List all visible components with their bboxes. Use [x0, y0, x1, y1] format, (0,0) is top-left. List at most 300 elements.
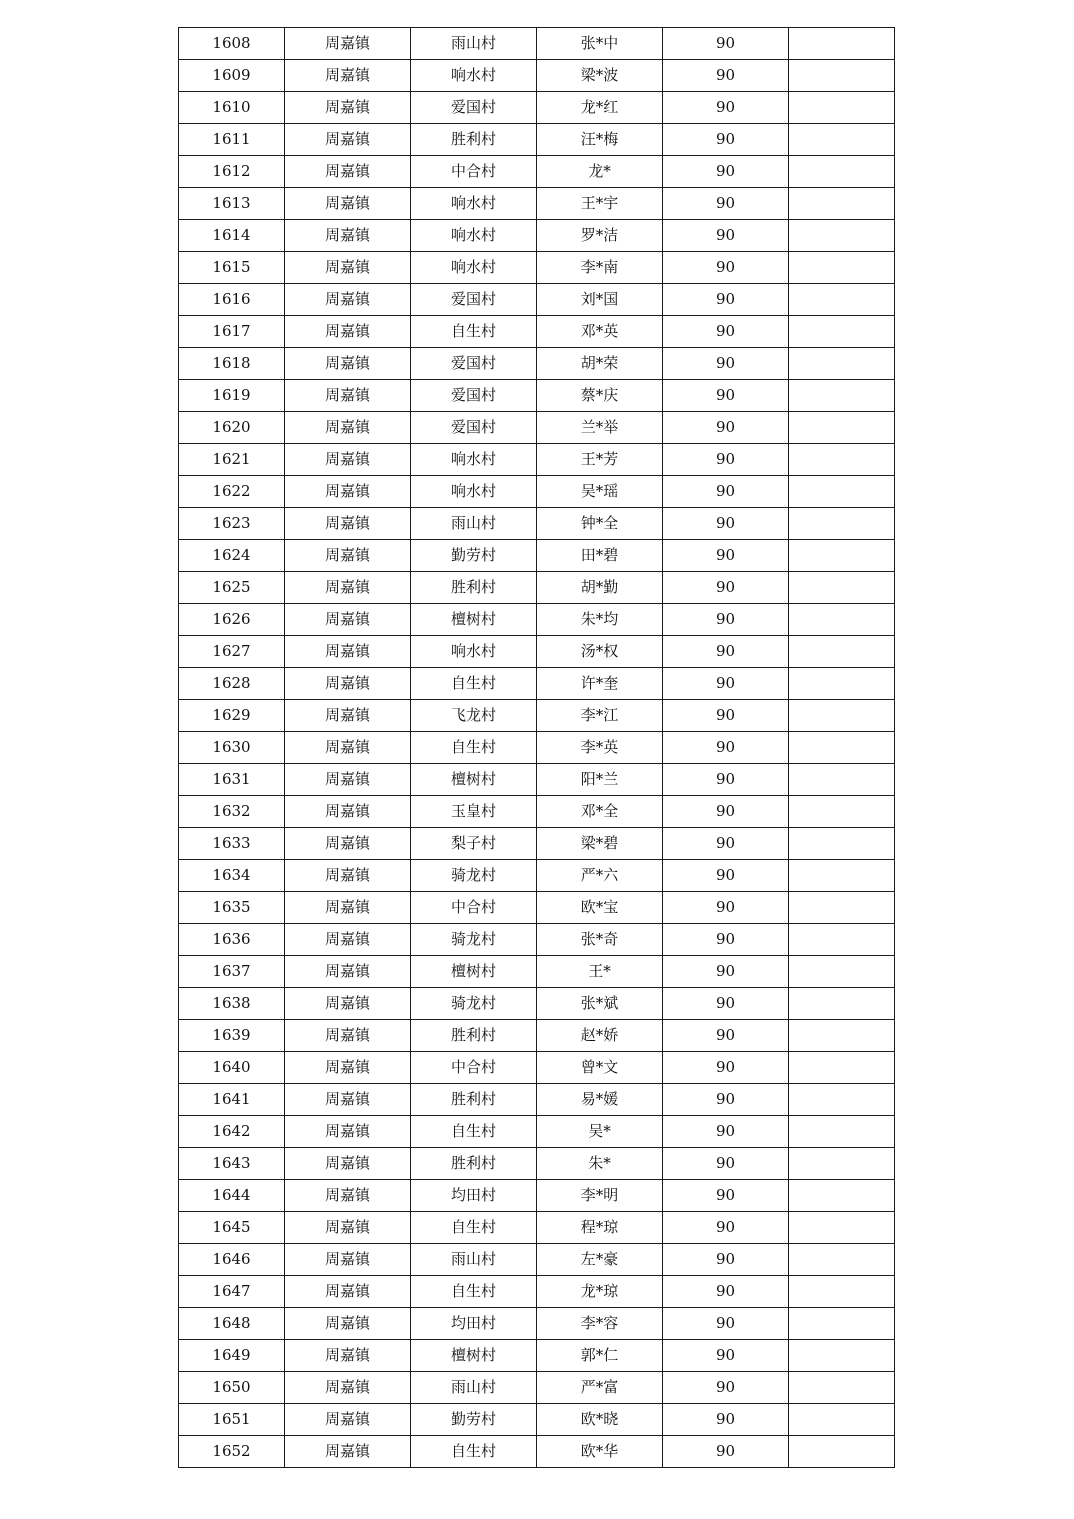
row-number-cell: 1616	[179, 284, 285, 316]
remark-cell	[789, 252, 895, 284]
remark-cell	[789, 1340, 895, 1372]
table-row	[179, 60, 895, 92]
town-cell: 周嘉镇	[285, 1116, 411, 1148]
amount-cell: 90	[663, 892, 789, 924]
name-cell: 李*容	[537, 1308, 663, 1340]
village-cell: 响水村	[411, 636, 537, 668]
name-cell: 朱*	[537, 1148, 663, 1180]
town-cell: 周嘉镇	[285, 1052, 411, 1084]
row-number-cell: 1649	[179, 1340, 285, 1372]
remark-cell	[789, 1244, 895, 1276]
amount-cell: 90	[663, 1308, 789, 1340]
table-row	[179, 1212, 895, 1244]
remark-cell	[789, 92, 895, 124]
town-cell: 周嘉镇	[285, 1276, 411, 1308]
table-row	[179, 796, 895, 828]
village-cell: 骑龙村	[411, 924, 537, 956]
amount-cell: 90	[663, 860, 789, 892]
name-cell: 蔡*庆	[537, 380, 663, 412]
amount-cell: 90	[663, 700, 789, 732]
table-row	[179, 828, 895, 860]
remark-cell	[789, 828, 895, 860]
name-cell: 张*奇	[537, 924, 663, 956]
table-row	[179, 1276, 895, 1308]
row-number-cell: 1638	[179, 988, 285, 1020]
remark-cell	[789, 156, 895, 188]
amount-cell: 90	[663, 476, 789, 508]
village-cell: 爱国村	[411, 380, 537, 412]
name-cell: 郭*仁	[537, 1340, 663, 1372]
remark-cell	[789, 732, 895, 764]
town-cell: 周嘉镇	[285, 28, 411, 60]
town-cell: 周嘉镇	[285, 636, 411, 668]
amount-cell: 90	[663, 572, 789, 604]
name-cell: 许*奎	[537, 668, 663, 700]
table-row	[179, 284, 895, 316]
row-number-cell: 1648	[179, 1308, 285, 1340]
row-number-cell: 1646	[179, 1244, 285, 1276]
row-number-cell: 1615	[179, 252, 285, 284]
table-row	[179, 700, 895, 732]
town-cell: 周嘉镇	[285, 156, 411, 188]
row-number-cell: 1608	[179, 28, 285, 60]
town-cell: 周嘉镇	[285, 732, 411, 764]
name-cell: 张*斌	[537, 988, 663, 1020]
table-row	[179, 572, 895, 604]
village-cell: 自生村	[411, 732, 537, 764]
village-cell: 胜利村	[411, 124, 537, 156]
table-row	[179, 636, 895, 668]
row-number-cell: 1614	[179, 220, 285, 252]
name-cell: 李*南	[537, 252, 663, 284]
town-cell: 周嘉镇	[285, 540, 411, 572]
amount-cell: 90	[663, 796, 789, 828]
table-row	[179, 348, 895, 380]
row-number-cell: 1636	[179, 924, 285, 956]
name-cell: 程*琼	[537, 1212, 663, 1244]
village-cell: 檀树村	[411, 1340, 537, 1372]
name-cell: 钟*全	[537, 508, 663, 540]
village-cell: 胜利村	[411, 1020, 537, 1052]
row-number-cell: 1626	[179, 604, 285, 636]
name-cell: 龙*红	[537, 92, 663, 124]
town-cell: 周嘉镇	[285, 1308, 411, 1340]
name-cell: 刘*国	[537, 284, 663, 316]
amount-cell: 90	[663, 188, 789, 220]
name-cell: 朱*均	[537, 604, 663, 636]
row-number-cell: 1613	[179, 188, 285, 220]
name-cell: 龙*	[537, 156, 663, 188]
town-cell: 周嘉镇	[285, 188, 411, 220]
town-cell: 周嘉镇	[285, 572, 411, 604]
remark-cell	[789, 860, 895, 892]
name-cell: 吴*瑶	[537, 476, 663, 508]
town-cell: 周嘉镇	[285, 220, 411, 252]
town-cell: 周嘉镇	[285, 924, 411, 956]
remark-cell	[789, 1436, 895, 1468]
remark-cell	[789, 1212, 895, 1244]
village-cell: 响水村	[411, 476, 537, 508]
row-number-cell: 1627	[179, 636, 285, 668]
table-row	[179, 988, 895, 1020]
row-number-cell: 1625	[179, 572, 285, 604]
remark-cell	[789, 604, 895, 636]
town-cell: 周嘉镇	[285, 988, 411, 1020]
remark-cell	[789, 220, 895, 252]
table-row	[179, 956, 895, 988]
row-number-cell: 1647	[179, 1276, 285, 1308]
village-cell: 自生村	[411, 1276, 537, 1308]
town-cell: 周嘉镇	[285, 1436, 411, 1468]
row-number-cell: 1633	[179, 828, 285, 860]
town-cell: 周嘉镇	[285, 60, 411, 92]
table-row	[179, 732, 895, 764]
row-number-cell: 1639	[179, 1020, 285, 1052]
town-cell: 周嘉镇	[285, 284, 411, 316]
name-cell: 梁*波	[537, 60, 663, 92]
row-number-cell: 1619	[179, 380, 285, 412]
remark-cell	[789, 668, 895, 700]
amount-cell: 90	[663, 828, 789, 860]
town-cell: 周嘉镇	[285, 764, 411, 796]
remark-cell	[789, 1116, 895, 1148]
table-row	[179, 1244, 895, 1276]
name-cell: 邓*英	[537, 316, 663, 348]
town-cell: 周嘉镇	[285, 1020, 411, 1052]
village-cell: 响水村	[411, 252, 537, 284]
amount-cell: 90	[663, 252, 789, 284]
remark-cell	[789, 956, 895, 988]
village-cell: 爱国村	[411, 412, 537, 444]
amount-cell: 90	[663, 668, 789, 700]
remark-cell	[789, 1148, 895, 1180]
village-cell: 胜利村	[411, 1148, 537, 1180]
table-row	[179, 1308, 895, 1340]
table-row	[179, 1404, 895, 1436]
table-row	[179, 1116, 895, 1148]
amount-cell: 90	[663, 284, 789, 316]
table-row	[179, 92, 895, 124]
amount-cell: 90	[663, 156, 789, 188]
table-row	[179, 476, 895, 508]
village-cell: 均田村	[411, 1308, 537, 1340]
village-cell: 骑龙村	[411, 988, 537, 1020]
remark-cell	[789, 1276, 895, 1308]
table-row	[179, 540, 895, 572]
remark-cell	[789, 412, 895, 444]
remark-cell	[789, 892, 895, 924]
village-cell: 爱国村	[411, 284, 537, 316]
town-cell: 周嘉镇	[285, 956, 411, 988]
town-cell: 周嘉镇	[285, 1404, 411, 1436]
village-cell: 爱国村	[411, 92, 537, 124]
village-cell: 飞龙村	[411, 700, 537, 732]
amount-cell: 90	[663, 92, 789, 124]
town-cell: 周嘉镇	[285, 1148, 411, 1180]
table-row	[179, 28, 895, 60]
town-cell: 周嘉镇	[285, 700, 411, 732]
remark-cell	[789, 540, 895, 572]
amount-cell: 90	[663, 1340, 789, 1372]
town-cell: 周嘉镇	[285, 348, 411, 380]
amount-cell: 90	[663, 764, 789, 796]
town-cell: 周嘉镇	[285, 444, 411, 476]
name-cell: 严*富	[537, 1372, 663, 1404]
village-cell: 胜利村	[411, 1084, 537, 1116]
town-cell: 周嘉镇	[285, 1180, 411, 1212]
town-cell: 周嘉镇	[285, 380, 411, 412]
amount-cell: 90	[663, 604, 789, 636]
village-cell: 雨山村	[411, 28, 537, 60]
name-cell: 李*英	[537, 732, 663, 764]
amount-cell: 90	[663, 988, 789, 1020]
name-cell: 赵*娇	[537, 1020, 663, 1052]
town-cell: 周嘉镇	[285, 476, 411, 508]
amount-cell: 90	[663, 1180, 789, 1212]
town-cell: 周嘉镇	[285, 124, 411, 156]
name-cell: 欧*华	[537, 1436, 663, 1468]
town-cell: 周嘉镇	[285, 604, 411, 636]
village-cell: 自生村	[411, 316, 537, 348]
village-cell: 中合村	[411, 156, 537, 188]
remark-cell	[789, 1052, 895, 1084]
village-cell: 中合村	[411, 892, 537, 924]
row-number-cell: 1635	[179, 892, 285, 924]
village-cell: 中合村	[411, 1052, 537, 1084]
village-cell: 爱国村	[411, 348, 537, 380]
name-cell: 欧*晓	[537, 1404, 663, 1436]
remark-cell	[789, 476, 895, 508]
table-row	[179, 1180, 895, 1212]
town-cell: 周嘉镇	[285, 316, 411, 348]
table-row	[179, 252, 895, 284]
table-row	[179, 380, 895, 412]
name-cell: 李*明	[537, 1180, 663, 1212]
row-number-cell: 1622	[179, 476, 285, 508]
remark-cell	[789, 124, 895, 156]
table-row	[179, 1372, 895, 1404]
row-number-cell: 1632	[179, 796, 285, 828]
village-cell: 骑龙村	[411, 860, 537, 892]
remark-cell	[789, 508, 895, 540]
amount-cell: 90	[663, 1020, 789, 1052]
name-cell: 阳*兰	[537, 764, 663, 796]
amount-cell: 90	[663, 28, 789, 60]
village-cell: 雨山村	[411, 508, 537, 540]
name-cell: 兰*举	[537, 412, 663, 444]
name-cell: 龙*琼	[537, 1276, 663, 1308]
remark-cell	[789, 1084, 895, 1116]
row-number-cell: 1634	[179, 860, 285, 892]
table-row	[179, 924, 895, 956]
remark-cell	[789, 188, 895, 220]
amount-cell: 90	[663, 924, 789, 956]
name-cell: 邓*全	[537, 796, 663, 828]
table-row	[179, 412, 895, 444]
table-row	[179, 1436, 895, 1468]
name-cell: 田*碧	[537, 540, 663, 572]
remark-cell	[789, 636, 895, 668]
row-number-cell: 1629	[179, 700, 285, 732]
remark-cell	[789, 444, 895, 476]
row-number-cell: 1640	[179, 1052, 285, 1084]
amount-cell: 90	[663, 1052, 789, 1084]
row-number-cell: 1630	[179, 732, 285, 764]
village-cell: 勤劳村	[411, 540, 537, 572]
row-number-cell: 1641	[179, 1084, 285, 1116]
amount-cell: 90	[663, 124, 789, 156]
table-row	[179, 316, 895, 348]
village-cell: 响水村	[411, 220, 537, 252]
amount-cell: 90	[663, 316, 789, 348]
remark-cell	[789, 1372, 895, 1404]
remark-cell	[789, 796, 895, 828]
amount-cell: 90	[663, 1212, 789, 1244]
table-row	[179, 220, 895, 252]
row-number-cell: 1642	[179, 1116, 285, 1148]
amount-cell: 90	[663, 508, 789, 540]
town-cell: 周嘉镇	[285, 92, 411, 124]
name-cell: 易*媛	[537, 1084, 663, 1116]
amount-cell: 90	[663, 732, 789, 764]
row-number-cell: 1621	[179, 444, 285, 476]
row-number-cell: 1610	[179, 92, 285, 124]
village-cell: 均田村	[411, 1180, 537, 1212]
row-number-cell: 1650	[179, 1372, 285, 1404]
village-cell: 响水村	[411, 188, 537, 220]
table-row	[179, 444, 895, 476]
name-cell: 梁*碧	[537, 828, 663, 860]
amount-cell: 90	[663, 60, 789, 92]
town-cell: 周嘉镇	[285, 1372, 411, 1404]
town-cell: 周嘉镇	[285, 860, 411, 892]
amount-cell: 90	[663, 1372, 789, 1404]
row-number-cell: 1617	[179, 316, 285, 348]
remark-cell	[789, 700, 895, 732]
remark-cell	[789, 572, 895, 604]
town-cell: 周嘉镇	[285, 828, 411, 860]
name-cell: 胡*荣	[537, 348, 663, 380]
remark-cell	[789, 1308, 895, 1340]
remark-cell	[789, 284, 895, 316]
village-cell: 自生村	[411, 1212, 537, 1244]
remark-cell	[789, 28, 895, 60]
table-row	[179, 764, 895, 796]
row-number-cell: 1631	[179, 764, 285, 796]
amount-cell: 90	[663, 1244, 789, 1276]
remark-cell	[789, 924, 895, 956]
town-cell: 周嘉镇	[285, 668, 411, 700]
village-cell: 响水村	[411, 60, 537, 92]
row-number-cell: 1609	[179, 60, 285, 92]
village-cell: 雨山村	[411, 1244, 537, 1276]
town-cell: 周嘉镇	[285, 892, 411, 924]
village-cell: 檀树村	[411, 604, 537, 636]
row-number-cell: 1628	[179, 668, 285, 700]
town-cell: 周嘉镇	[285, 508, 411, 540]
village-cell: 檀树村	[411, 956, 537, 988]
name-cell: 曾*文	[537, 1052, 663, 1084]
row-number-cell: 1611	[179, 124, 285, 156]
amount-cell: 90	[663, 1148, 789, 1180]
town-cell: 周嘉镇	[285, 1244, 411, 1276]
table-row	[179, 892, 895, 924]
amount-cell: 90	[663, 444, 789, 476]
amount-cell: 90	[663, 1436, 789, 1468]
name-cell: 胡*勤	[537, 572, 663, 604]
name-cell: 汪*梅	[537, 124, 663, 156]
town-cell: 周嘉镇	[285, 252, 411, 284]
remark-cell	[789, 348, 895, 380]
row-number-cell: 1618	[179, 348, 285, 380]
amount-cell: 90	[663, 636, 789, 668]
village-cell: 檀树村	[411, 764, 537, 796]
name-cell: 左*豪	[537, 1244, 663, 1276]
row-number-cell: 1651	[179, 1404, 285, 1436]
remark-cell	[789, 60, 895, 92]
name-cell: 李*江	[537, 700, 663, 732]
row-number-cell: 1612	[179, 156, 285, 188]
table-row	[179, 1340, 895, 1372]
village-cell: 雨山村	[411, 1372, 537, 1404]
name-cell: 汤*权	[537, 636, 663, 668]
name-cell: 严*六	[537, 860, 663, 892]
row-number-cell: 1637	[179, 956, 285, 988]
remark-cell	[789, 1180, 895, 1212]
table-row	[179, 1020, 895, 1052]
table-row	[179, 668, 895, 700]
row-number-cell: 1643	[179, 1148, 285, 1180]
remark-cell	[789, 380, 895, 412]
row-number-cell: 1645	[179, 1212, 285, 1244]
row-number-cell: 1623	[179, 508, 285, 540]
table-row	[179, 604, 895, 636]
village-cell: 响水村	[411, 444, 537, 476]
amount-cell: 90	[663, 220, 789, 252]
name-cell: 王*宇	[537, 188, 663, 220]
table-row	[179, 156, 895, 188]
data-table	[178, 27, 895, 1468]
table-row	[179, 860, 895, 892]
village-cell: 勤劳村	[411, 1404, 537, 1436]
name-cell: 欧*宝	[537, 892, 663, 924]
table-row	[179, 188, 895, 220]
amount-cell: 90	[663, 1276, 789, 1308]
town-cell: 周嘉镇	[285, 1084, 411, 1116]
amount-cell: 90	[663, 956, 789, 988]
village-cell: 玉皇村	[411, 796, 537, 828]
town-cell: 周嘉镇	[285, 1340, 411, 1372]
amount-cell: 90	[663, 1404, 789, 1436]
village-cell: 自生村	[411, 668, 537, 700]
amount-cell: 90	[663, 412, 789, 444]
village-cell: 自生村	[411, 1116, 537, 1148]
town-cell: 周嘉镇	[285, 412, 411, 444]
row-number-cell: 1620	[179, 412, 285, 444]
remark-cell	[789, 988, 895, 1020]
village-cell: 胜利村	[411, 572, 537, 604]
village-cell: 自生村	[411, 1436, 537, 1468]
amount-cell: 90	[663, 380, 789, 412]
row-number-cell: 1644	[179, 1180, 285, 1212]
table-row	[179, 1148, 895, 1180]
name-cell: 王*芳	[537, 444, 663, 476]
remark-cell	[789, 1404, 895, 1436]
table-body	[179, 28, 895, 1468]
amount-cell: 90	[663, 348, 789, 380]
amount-cell: 90	[663, 540, 789, 572]
name-cell: 张*中	[537, 28, 663, 60]
